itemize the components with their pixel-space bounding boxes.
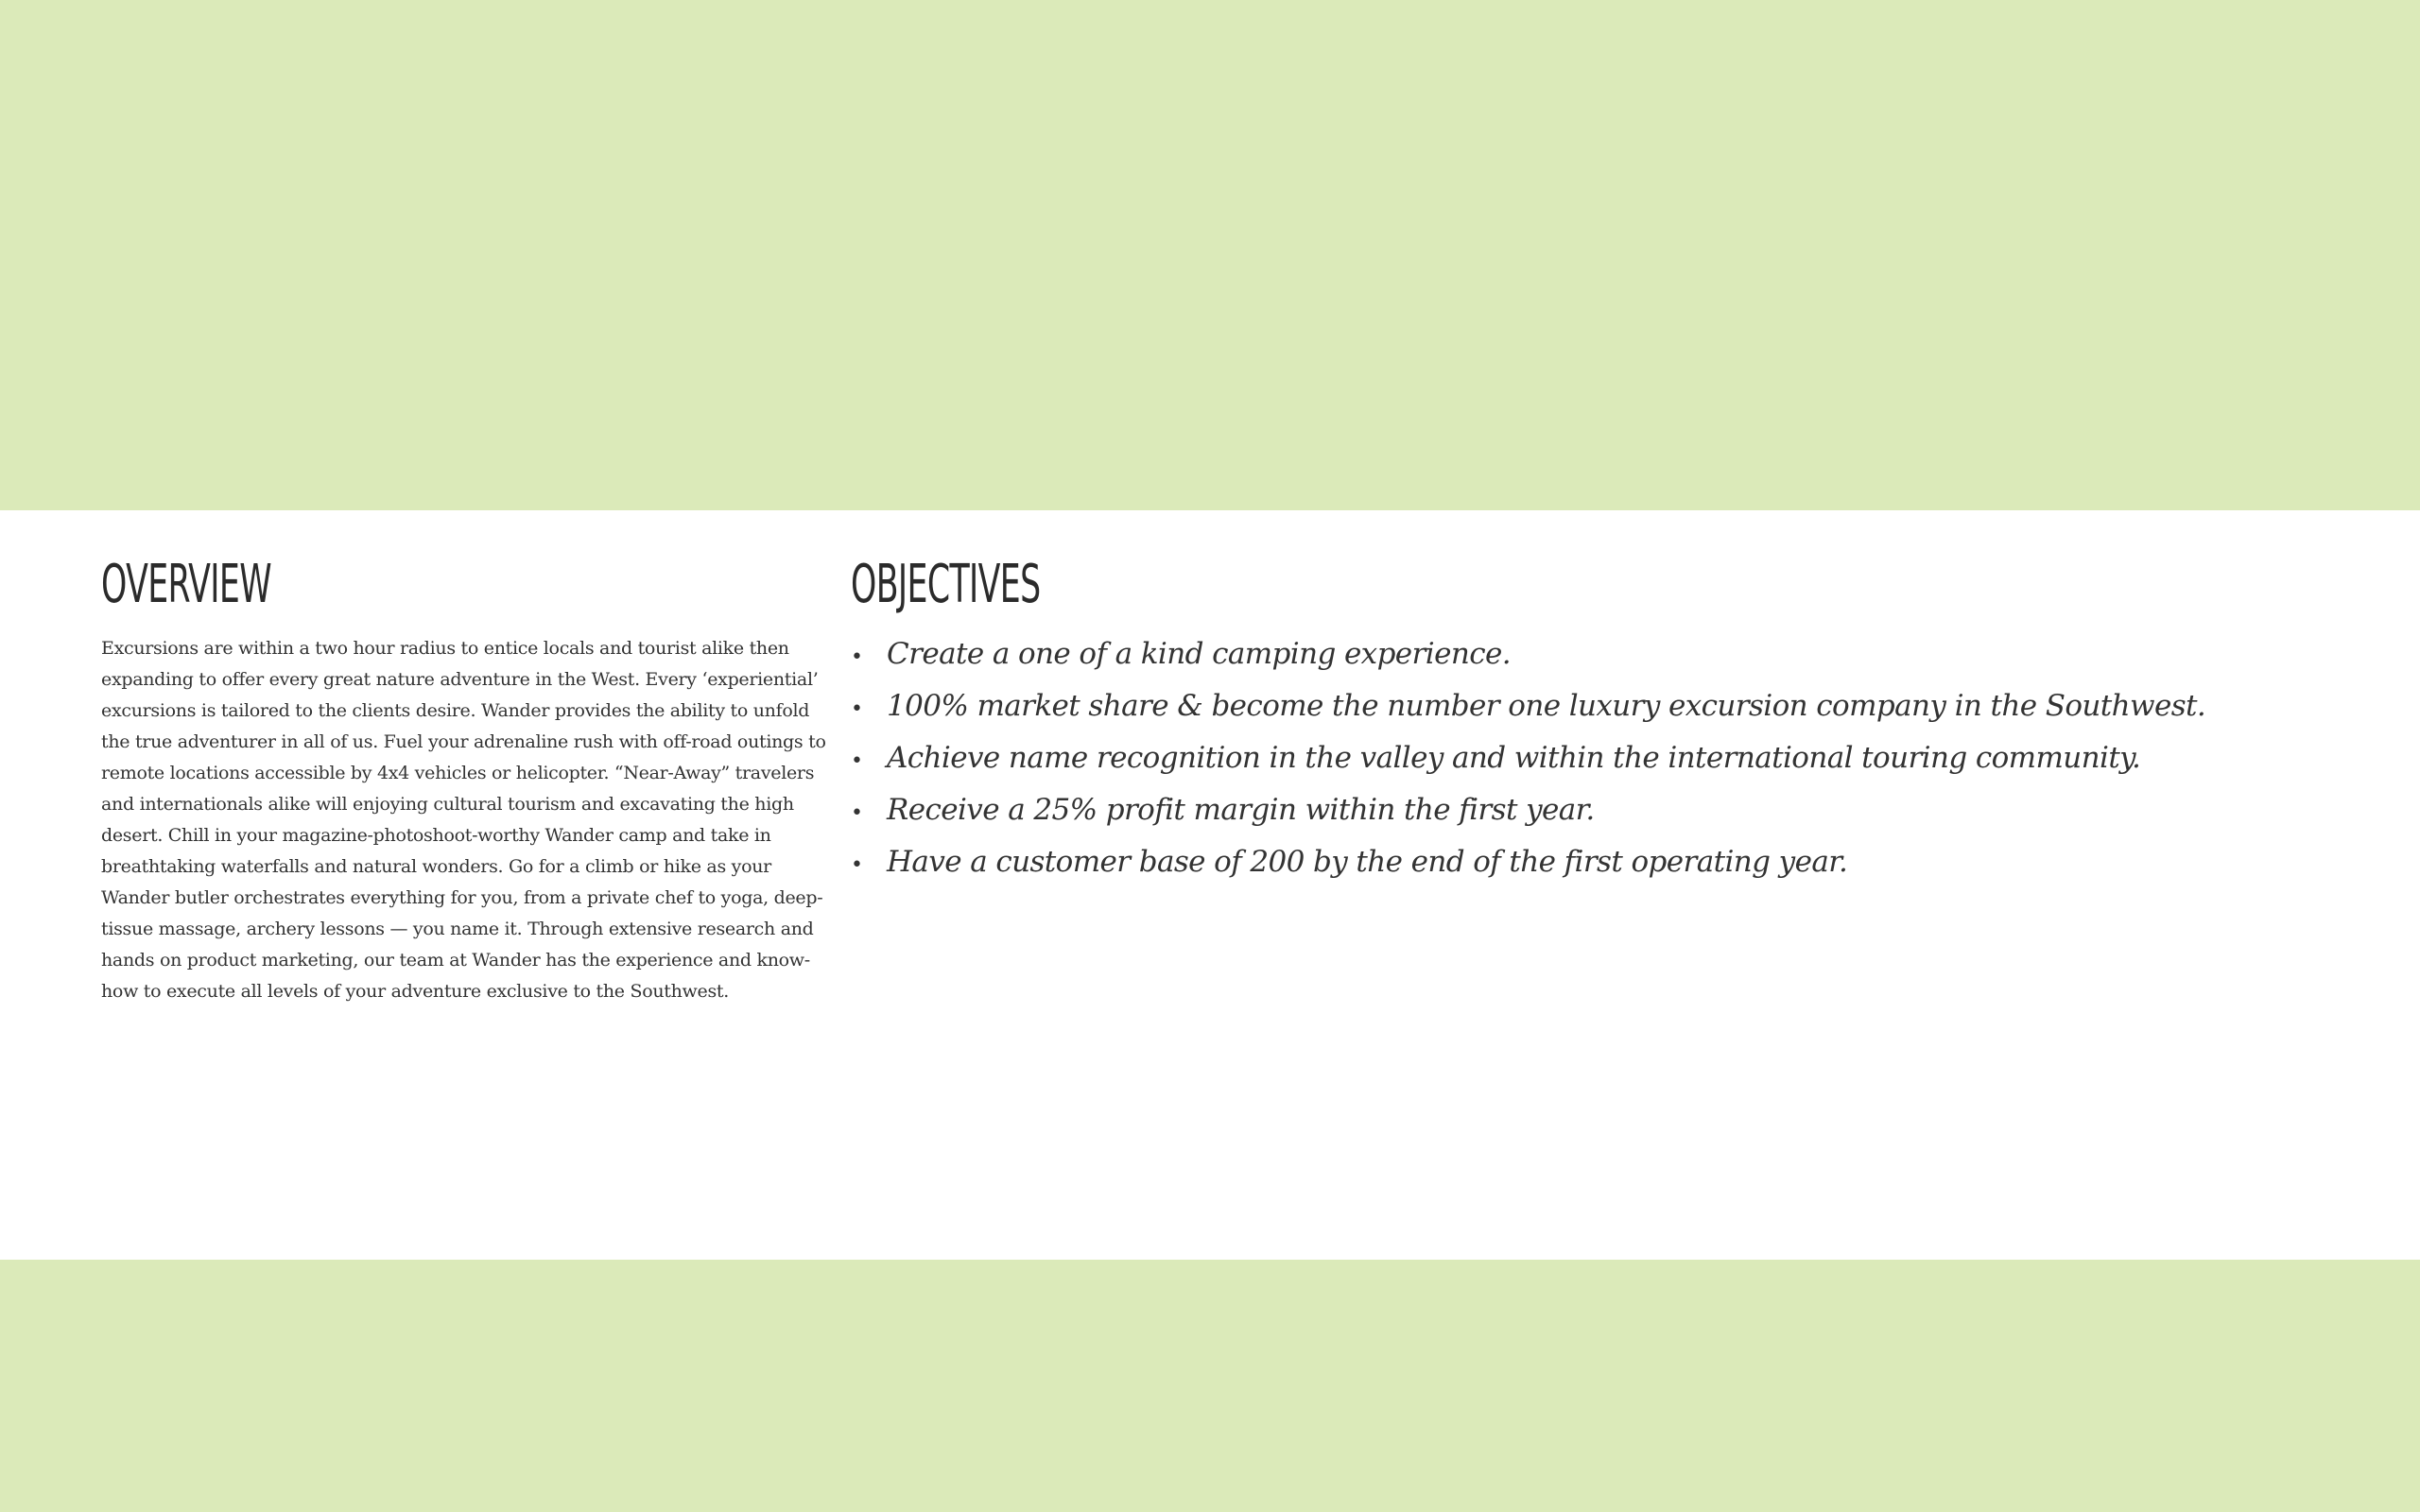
objective-text: Achieve name recognition in the valley and within the international touring community. <box>887 741 2141 775</box>
top-color-band <box>0 0 2420 510</box>
objective-item <box>851 732 2269 784</box>
objective-text: Have a customer base of 200 by the end of the first operating year. <box>887 845 1848 879</box>
bullet-icon: • <box>851 801 863 825</box>
overview-paragraph: Excursions are within a two hour radius to entice locals and tourist alike then expanding to offer every great nature adventure in the West. Every ‘experiential’ excursions is tailored to the clients desire. Wander provides the ability to unfold the true adventurer in all of us. Fuel your adrenaline rush with off-road outings to remote locations accessible by 4x4 vehicles or helicopter. “Near-Away” travelers and internationals alike will enjoying cultural tourism and excavating the high desert. Chill in your magazine-photoshoot-worthy Wander camp and take in breathtaking waterfalls and natural wonders. Go for a climb or hike as your Wander butler orchestrates everything for you, from a private chef to yoga, deep-tissue massage, archery lessons — you name it. Through extensive research and hands on product marketing, our team at Wander has the experience and know-how to execute all levels of your adventure exclusive to the Southwest. <box>101 638 826 1002</box>
objectives-list <box>851 628 2269 888</box>
objective-item <box>851 680 2269 732</box>
bullet-icon: • <box>851 853 863 877</box>
objectives-heading: OBJECTIVES <box>851 554 1041 615</box>
objective-text: Receive a 25% profit margin within the first year. <box>887 793 1595 827</box>
objective-item <box>851 784 2269 836</box>
objective-text: Create a one of a kind camping experience. <box>887 637 1511 671</box>
bullet-icon: • <box>851 697 863 721</box>
bullet-icon: • <box>851 749 863 773</box>
objective-text: 100% market share & become the number one luxury excursion company in the Southwest. <box>887 689 2206 723</box>
overview-heading: OVERVIEW <box>101 554 271 615</box>
bottom-color-band <box>0 1260 2420 1512</box>
objective-item <box>851 628 2269 680</box>
objective-item <box>851 836 2269 888</box>
bullet-icon: • <box>851 645 863 669</box>
